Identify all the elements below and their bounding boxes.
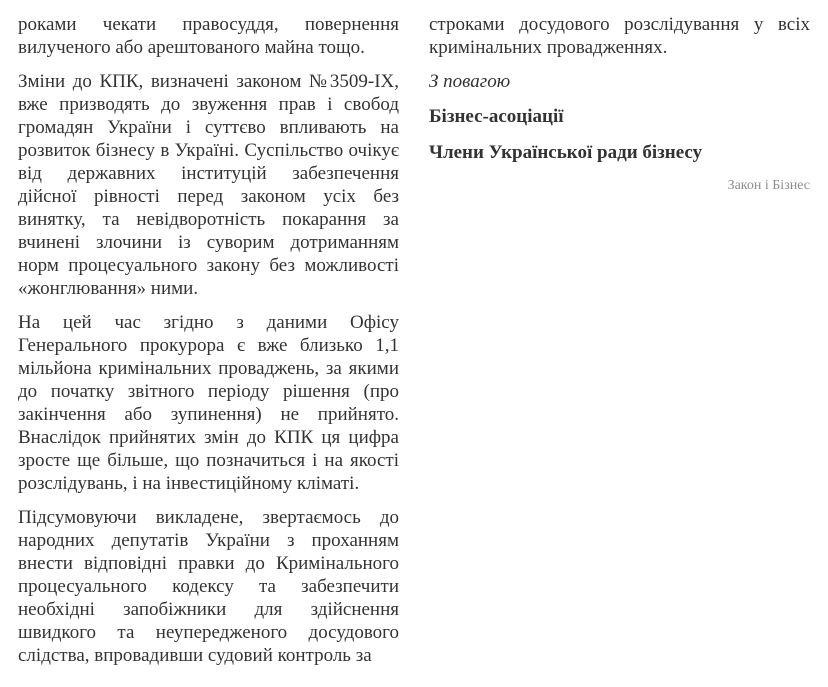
article-paragraph: Підсумовуючи викладене, звертаємось до народних депутатів України з проханням внести відповідні правки до Кримінального процесуального кодексу та забезпечити необхідні запобіжники для здійснення швидкого та неупередженого досудового слідства, впровадивши судовий контроль за (18, 507, 399, 666)
left-column (18, 13, 399, 678)
signature-ukrainian-business-council: Члени Української ради бізнесу (429, 142, 703, 163)
article-paragraph: строками досудового розслідування у всіх кримінальних провадженнях. (429, 14, 810, 58)
article-paragraph: Зміни до КПК, визначені законом №3509-IX, вже призводять до звуження прав і свобод громадян України і суттєво впливають на розвиток бізнесу в Україні. Суспільство очікує від державних інституцій забезпечення дійсної рівності перед законом усіх без винятку, та невідворотність покарання за вчинені злочини із суворим дотриманням норм процесуального закону без можливості «жонглювання» ними. (18, 71, 399, 299)
closing-line: З повагою (429, 71, 511, 92)
article-paragraph: роками чекати правосуддя, повернення вилученого або арештованого майна тощо. (18, 14, 399, 58)
article-paragraph: На цей час згідно з даними Офісу Генерального прокурора є вже близько 1,1 мільйона кримінальних проваджень, за якими до початку звітного періоду рішення (про закінчення або зупинення) не прийнято. Внаслідок прийнятих змін до КПК ця цифра зросте ще більше, що позначиться і на якості розслідувань, і на інвестиційному кліматі. (18, 312, 399, 494)
right-column (429, 13, 810, 678)
source-credit: Закон і Бізнес (727, 178, 810, 193)
signature-business-associations: Бізнес-асоціації (429, 106, 564, 127)
